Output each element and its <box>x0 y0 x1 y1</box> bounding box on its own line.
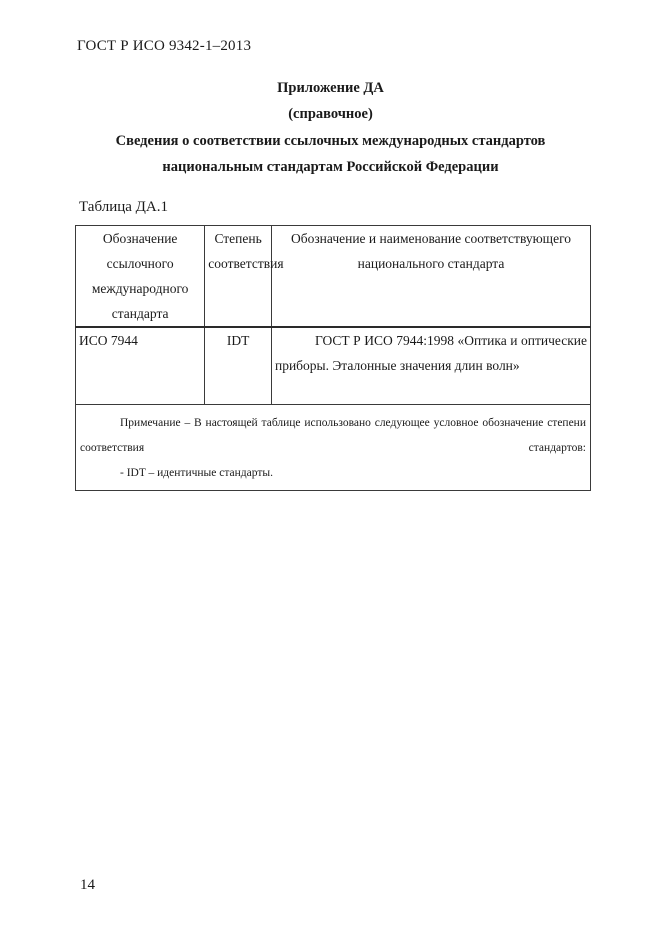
table-header-row <box>76 226 591 328</box>
table-caption: Таблица ДА.1 <box>79 199 168 215</box>
appendix-heading-line1: Сведения о соответствии ссылочных международных стандартов <box>115 133 546 149</box>
appendix-heading-line2: национальным стандартам Российской Федерации <box>162 159 499 175</box>
table-note <box>76 405 591 491</box>
table-note-row <box>76 405 591 491</box>
note-item: - IDT – идентичные стандарты. <box>120 467 273 479</box>
cell-national-standard: ГОСТ Р ИСО 7944:1998 «Оптика и оптические приборы. Эталонные значения длин волн» <box>271 327 590 405</box>
page-number: 14 <box>80 877 95 893</box>
document-code: ГОСТ Р ИСО 9342-1–2013 <box>77 38 252 54</box>
column-header-intl-standard: Обозначение ссылочного международного стандарта <box>76 226 205 328</box>
cell-degree: IDT <box>205 327 272 405</box>
appendix-subtitle: (справочное) <box>288 106 373 122</box>
correspondence-table <box>75 225 591 491</box>
note-text: Примечание – В настоящей таблице использовано следующее условное обозначение степени соответствия стандартов: <box>80 417 586 454</box>
column-header-national-standard: Обозначение и наименование соответствующего национального стандарта <box>271 226 590 328</box>
cell-intl-standard: ИСО 7944 <box>76 327 205 405</box>
appendix-title: Приложение ДА <box>277 80 384 96</box>
column-header-degree: Степень соответствия <box>205 226 272 328</box>
table-row <box>76 327 591 405</box>
